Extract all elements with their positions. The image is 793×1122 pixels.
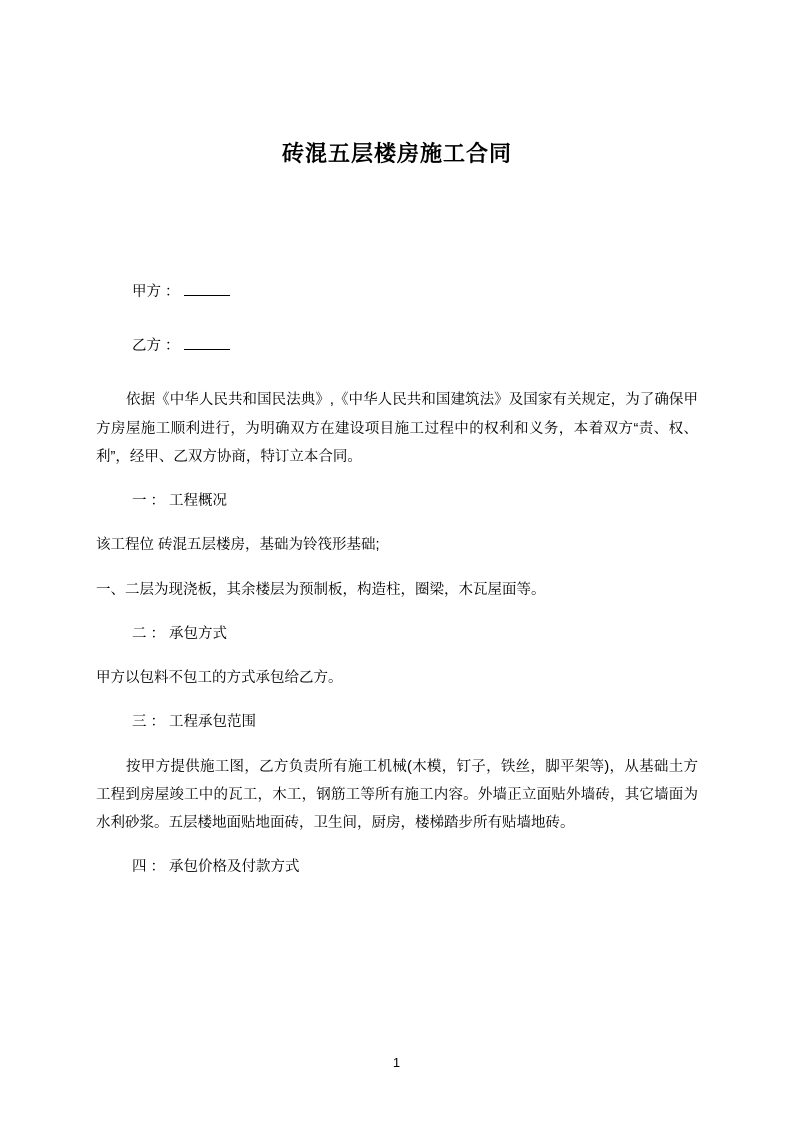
preamble-paragraph: 依据《中华人民共和国民法典》,《中华人民共和国建筑法》及国家有关规定，为了确保甲方房屋施工顺利进行，为明确双方在建设项目施工过程中的权利和义务，本着双方“责、权、利”，经甲、乙双方协商，特订立本合同。 [96,392,698,465]
section-2-paragraph-1: 甲方以包料不包工的方式承包给乙方。 [96,670,343,687]
section-1-paragraph-2: 一、二层为现浇板，其余楼层为预制板，构造柱，圈梁，木瓦屋面等。 [96,581,546,598]
party-label-yifang: 乙方 ： [132,337,180,354]
party-value-yifang-blank[interactable] [184,336,230,350]
page-number: 1 [392,1055,401,1070]
section-3-paragraph-1: 按甲方提供施工图，乙方负责所有施工机械(木模，钉子，铁丝，脚平架等)，从基础土方工程到房屋竣工中的瓦工，木工，钢筋工等所有施工内容。外墙正立面贴外墙砖，其它墙面为水利砂浆。五层楼地面贴地面砖，卫生间，厨房，楼梯踏步所有贴墙地砖。 [96,758,698,832]
section-1-paragraph-1: 该工程位 砖混五层楼房，基础为铃筏形基础; [96,537,380,554]
section-heading-1: 一 ： 工程概况 [132,493,228,510]
party-label-jiafang: 甲方 ： [132,284,180,301]
party-value-jiafang-blank[interactable] [184,282,230,296]
party-row-yifang [96,333,698,361]
section-heading-3: 三 ： 工程承包范围 [132,714,257,731]
section-heading-4: 四 ： 承包价格及付款方式 [132,859,300,876]
page-title: 砖混五层楼房施工合同 [281,141,512,166]
document-body [96,120,698,898]
section-heading-2: 二 ： 承包方式 [132,625,228,642]
title-spacer [96,171,698,279]
party-row-jiafang [96,279,698,307]
